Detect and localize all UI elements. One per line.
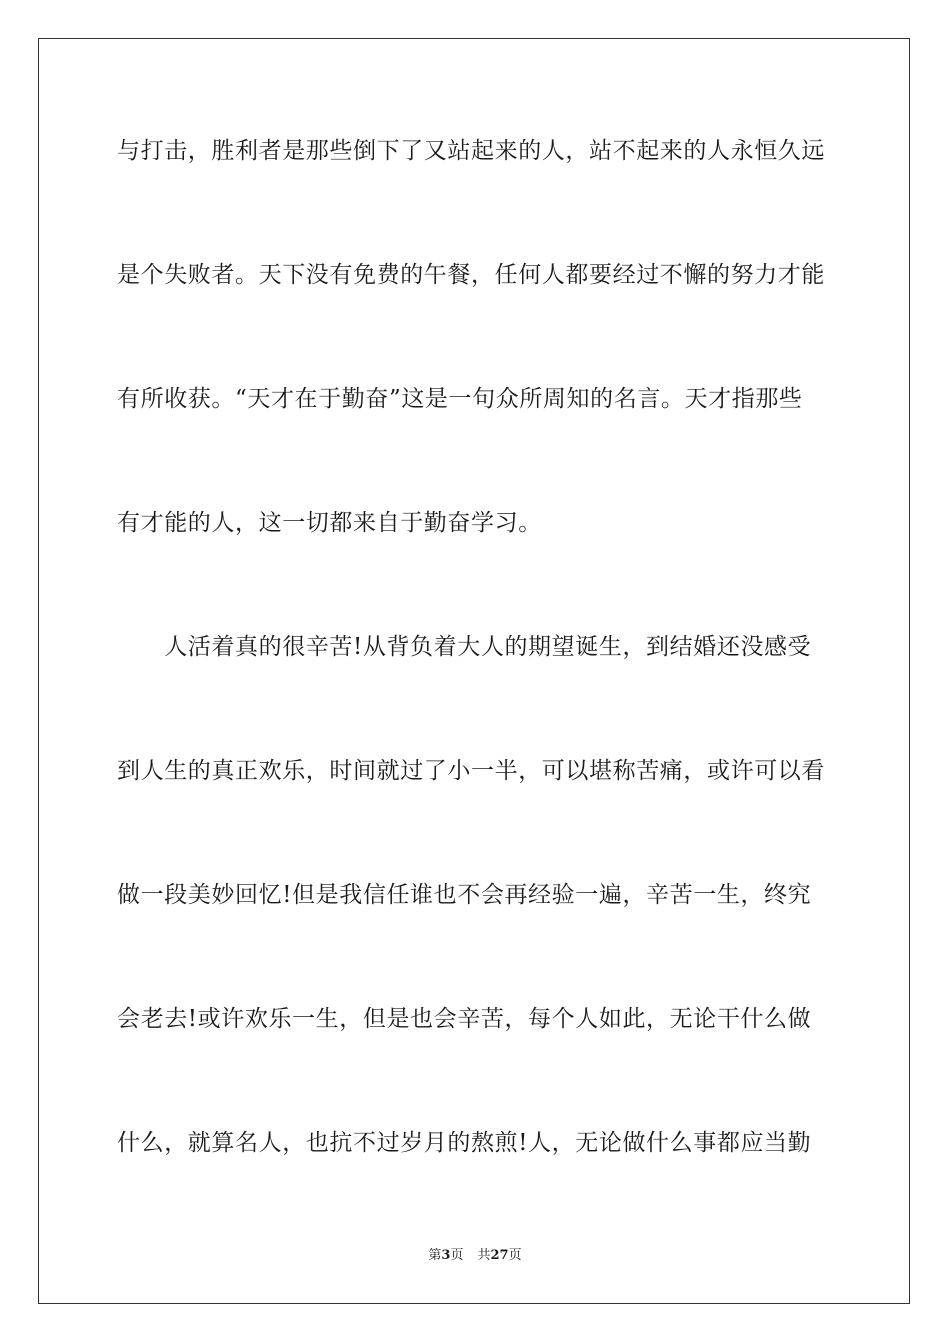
- page-suffix: 页: [450, 1248, 464, 1263]
- body-line-3: 有所收获。“天才在于勤奋”这是一句众所周知的名言。天才指那些: [117, 386, 803, 412]
- body-line-1: 与打击，胜利者是那些倒下了又站起来的人，站不起来的人永恒久远: [117, 138, 825, 164]
- total-prefix: 共: [477, 1248, 491, 1263]
- total-pages: 27: [490, 1248, 509, 1263]
- body-line-7: 做一段美妙回忆!但是我信任谁也不会再经验一遍，辛苦一生，终究: [117, 882, 812, 908]
- page-number: 3: [441, 1248, 451, 1263]
- page-footer: [0, 1247, 950, 1265]
- body-line-2: 是个失败者。天下没有免费的午餐，任何人都要经过不懈的努力才能: [117, 262, 825, 288]
- total-suffix: 页: [508, 1248, 522, 1263]
- page-prefix: 第: [428, 1248, 442, 1263]
- body-line-6: 到人生的真正欢乐，时间就过了小一半，可以堪称苦痛，或许可以看: [117, 758, 825, 784]
- body-line-4: 有才能的人，这一切都来自于勤奋学习。: [117, 510, 542, 536]
- body-line-5: 人活着真的很辛苦!从背负着大人的期望诞生，到结婚还没感受: [117, 634, 812, 660]
- page-frame: [38, 38, 910, 1304]
- body-line-9: 什么，就算名人，也抗不过岁月的熬煎!人，无论做什么事都应当勤: [117, 1130, 812, 1156]
- body-line-8: 会老去!或许欢乐一生，但是也会辛苦，每个人如此，无论干什么做: [117, 1006, 812, 1032]
